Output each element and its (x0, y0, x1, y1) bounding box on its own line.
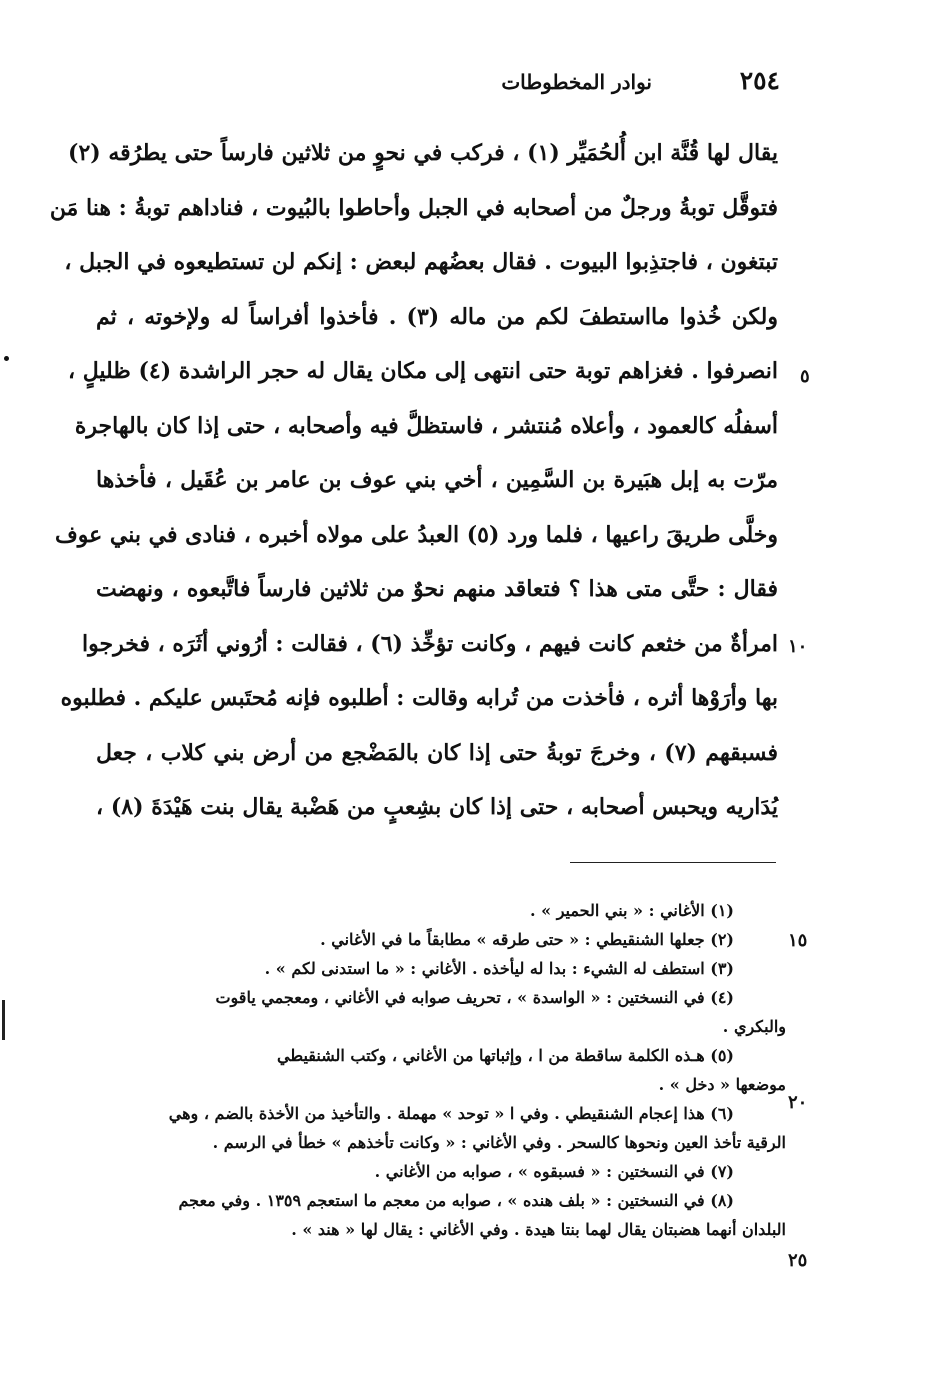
text-line: فقال : حتَّى متى هذا ؟ فتعاقد منهم نحوٌ من ثلاثين فارساً فاتَّبعوه ، ونهضت (96, 576, 778, 602)
text-line: تبتغون ، فاجتذِبوا البيوت . فقال بعضُهم لبعض : إنكم لن تستطيعوه في الجبل ، (64, 249, 778, 275)
footnote-separator (570, 862, 776, 863)
line-number-5: ٥ (800, 366, 810, 387)
footnote-line: موضعها « دخل » . (658, 1075, 786, 1094)
footnote-line: (٧) في النسختين : « فسبقوه » ، صوابه من الأغاني . (374, 1162, 734, 1181)
line-number-10: ١٠ (788, 636, 808, 657)
footnote-line: (٢) جعلها الشنقيطي : « حتى طرقه » مطابقاً ما في الأغاني . (320, 930, 734, 949)
footnotes (96, 896, 786, 1244)
line-number-20: ٢٠ (788, 1092, 808, 1113)
footnote-line: (٣) استطف له الشيء : بدا له ليأخذه . الأغاني : « ما استدنى لكم » . (264, 959, 734, 978)
footnote-line: (٤) في النسختين : « الواسدة » ، تحريف صوابه في الأغاني ، ومعجمي ياقوت (215, 988, 734, 1007)
text-line: أسفلُه كالعمود ، وأعلاه مُنتشر ، فاستظلَّ فيه وأصحابه ، حتى إذا كان بالهاجرة (74, 412, 778, 439)
text-line: امرأةٌ من خثعم كانت فيهم ، وكانت تؤخِّذ (٦) ، فقالت : أرُوني أثَرَه ، فخرجوا (82, 630, 778, 657)
text-line: ولكن خُذوا مااستطفَ لكم من ماله (٣) . فأخذوا أفراساً له ولإخوته ، ثم (96, 303, 778, 330)
page-number: ٢٥٤ (739, 66, 780, 95)
footnote-line: الرقية تأخذ العين ونحوها كالسحر . وفي الأغاني : « وكانت تأخذهم » خطأ في الرسم . (212, 1133, 786, 1152)
footnote-line: (٦) هذا إعجام الشنقيطي . وفي ا « توحد » مهملة . والتأخيذ من الأخذة بالضم ، وهي (168, 1104, 734, 1123)
main-text (49, 126, 779, 835)
text-line: فسبقهم (٧) ، وخرجَ توبةُ حتى إذا كان بالمَضْجع من أرض بني كلاب ، جعل (96, 739, 779, 766)
running-title: نوادر المخطوطات (501, 70, 652, 94)
footnote-line: (١) الأغاني : « بني الحمير » . (530, 901, 734, 920)
line-number-25: ٢٥ (788, 1250, 808, 1271)
footnote-line: والبكري . (722, 1017, 786, 1036)
scan-mark (2, 1000, 5, 1040)
text-line: وخلَّى طريقَ راعيها ، فلما ورد (٥) العبدُ على مولاه أخبره ، فنادى في بني عوف (54, 521, 778, 548)
text-line: يقال لها قُنَّة ابن أُلحُمَيِّر (١) ، فركب في نحوٍ من ثلاثين فارساً حتى يطرُقه (٢) (68, 140, 778, 166)
text-line: مرّت به إبل هبَيرة بن السَّمِين ، أخي بني عوف بن عامر بن عُقَيل ، فأخذها (96, 467, 778, 493)
footnote-line: (٨) في النسختين : « بلف هنده » ، صوابه من معجم ما استعجم ١٣٥٩ . وفي معجم (178, 1191, 734, 1210)
text-line: انصرفوا . فغزاهم توبة حتى انتهى إلى مكان يقال له حجر الراشدة (٤) ظليلٍ ، (67, 358, 778, 384)
text-line: بها وأرَوْها أثره ، فأخذت من تُرابه وقالت : أطلبوه فإنه مُحتَبس عليكم . فطلبوه (60, 685, 778, 711)
text-line: فتوقَّل توبةُ ورجلٌ من أصحابه في الجبل وأحاطوا بالبُيوت ، فناداهم توبةُ : هنا مَن (49, 194, 778, 221)
line-number-15: ١٥ (788, 930, 808, 951)
page-header (360, 66, 780, 102)
scan-mark (4, 356, 9, 361)
footnote-line: (٥) هـذه الكلمة ساقطة من ا ، وإثباتها من الأغاني ، وكتب الشنقيطي (277, 1046, 734, 1065)
text-line: يُدَاريه ويحبس أصحابه ، حتى إذا كان بشِعبٍ من هَضْبة يقال بنت هَيْدَةَ (٨) ، (96, 794, 779, 820)
footnote-line: البلدان أنهما هضبتان يقال لهما بنتا هيدة . وفي الأغاني : يقال لها « هند » . (291, 1220, 786, 1239)
